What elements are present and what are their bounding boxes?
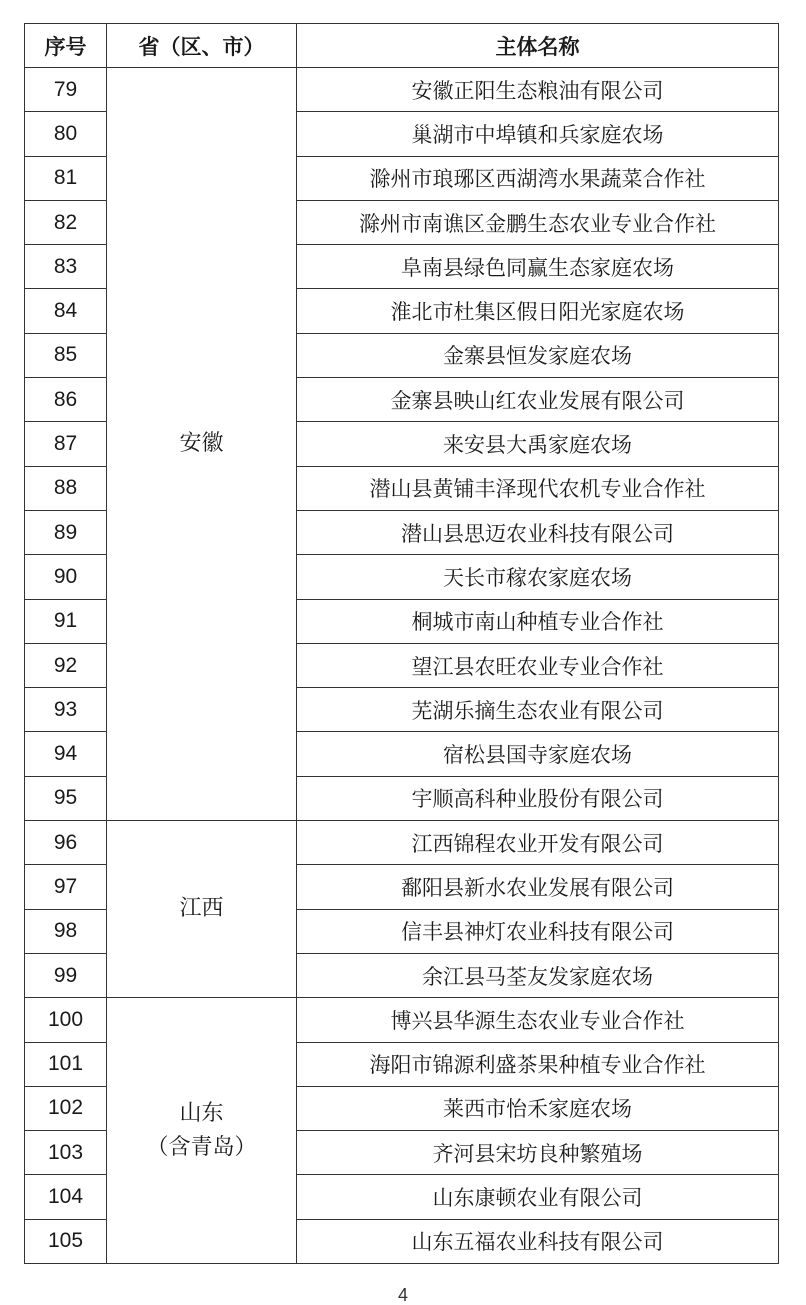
row-serial-number: 82 <box>25 200 107 244</box>
row-entity-name: 安徽正阳生态粮油有限公司 <box>297 68 779 112</box>
table-body <box>25 68 779 1264</box>
header-province: 省（区、市） <box>107 24 297 68</box>
row-serial-number: 104 <box>25 1175 107 1219</box>
header-serial-number: 序号 <box>25 24 107 68</box>
row-entity-name: 宇顺高科种业股份有限公司 <box>297 776 779 820</box>
row-province: 安徽 <box>107 68 297 821</box>
row-entity-name: 山东康顿农业有限公司 <box>297 1175 779 1219</box>
row-serial-number: 100 <box>25 998 107 1042</box>
row-entity-name: 淮北市杜集区假日阳光家庭农场 <box>297 289 779 333</box>
row-serial-number: 86 <box>25 378 107 422</box>
row-entity-name: 信丰县神灯农业科技有限公司 <box>297 909 779 953</box>
row-province: 山东 （含青岛） <box>107 998 297 1264</box>
table-row <box>25 998 779 1042</box>
row-entity-name: 海阳市锦源利盛茶果种植专业合作社 <box>297 1042 779 1086</box>
row-entity-name: 江西锦程农业开发有限公司 <box>297 821 779 865</box>
row-entity-name: 齐河县宋坊良种繁殖场 <box>297 1131 779 1175</box>
row-serial-number: 91 <box>25 599 107 643</box>
row-entity-name: 金寨县映山红农业发展有限公司 <box>297 378 779 422</box>
row-entity-name: 桐城市南山种植专业合作社 <box>297 599 779 643</box>
table-row <box>25 68 779 112</box>
row-entity-name: 山东五福农业科技有限公司 <box>297 1219 779 1263</box>
row-serial-number: 89 <box>25 510 107 554</box>
row-entity-name: 金寨县恒发家庭农场 <box>297 333 779 377</box>
row-serial-number: 85 <box>25 333 107 377</box>
row-serial-number: 88 <box>25 466 107 510</box>
row-serial-number: 87 <box>25 422 107 466</box>
row-serial-number: 79 <box>25 68 107 112</box>
row-entity-name: 芜湖乐摘生态农业有限公司 <box>297 688 779 732</box>
row-serial-number: 99 <box>25 953 107 997</box>
row-serial-number: 90 <box>25 555 107 599</box>
row-serial-number: 92 <box>25 643 107 687</box>
row-entity-name: 宿松县国寺家庭农场 <box>297 732 779 776</box>
row-serial-number: 80 <box>25 112 107 156</box>
table-row <box>25 821 779 865</box>
row-serial-number: 81 <box>25 156 107 200</box>
row-serial-number: 102 <box>25 1086 107 1130</box>
row-entity-name: 天长市稼农家庭农场 <box>297 555 779 599</box>
row-entity-name: 阜南县绿色同赢生态家庭农场 <box>297 245 779 289</box>
row-entity-name: 滁州市琅琊区西湖湾水果蔬菜合作社 <box>297 156 779 200</box>
row-serial-number: 96 <box>25 821 107 865</box>
row-serial-number: 93 <box>25 688 107 732</box>
row-entity-name: 余江县马荃友发家庭农场 <box>297 953 779 997</box>
row-serial-number: 101 <box>25 1042 107 1086</box>
row-serial-number: 94 <box>25 732 107 776</box>
row-serial-number: 105 <box>25 1219 107 1263</box>
row-serial-number: 84 <box>25 289 107 333</box>
row-entity-name: 博兴县华源生态农业专业合作社 <box>297 998 779 1042</box>
page-number: 4 <box>397 1285 408 1305</box>
header-entity-name: 主体名称 <box>297 24 779 68</box>
row-entity-name: 莱西市怡禾家庭农场 <box>297 1086 779 1130</box>
row-serial-number: 83 <box>25 245 107 289</box>
row-serial-number: 95 <box>25 776 107 820</box>
entity-list-table-container <box>24 23 778 1264</box>
row-serial-number: 98 <box>25 909 107 953</box>
row-entity-name: 滁州市南谯区金鹏生态农业专业合作社 <box>297 200 779 244</box>
entity-list-table <box>24 23 779 1264</box>
row-entity-name: 来安县大禹家庭农场 <box>297 422 779 466</box>
row-province: 江西 <box>107 821 297 998</box>
table-header-row <box>25 24 779 68</box>
row-entity-name: 巢湖市中埠镇和兵家庭农场 <box>297 112 779 156</box>
row-entity-name: 鄱阳县新水农业发展有限公司 <box>297 865 779 909</box>
row-serial-number: 97 <box>25 865 107 909</box>
row-entity-name: 潜山县黄铺丰泽现代农机专业合作社 <box>297 466 779 510</box>
row-entity-name: 潜山县思迈农业科技有限公司 <box>297 510 779 554</box>
row-entity-name: 望江县农旺农业专业合作社 <box>297 643 779 687</box>
row-serial-number: 103 <box>25 1131 107 1175</box>
